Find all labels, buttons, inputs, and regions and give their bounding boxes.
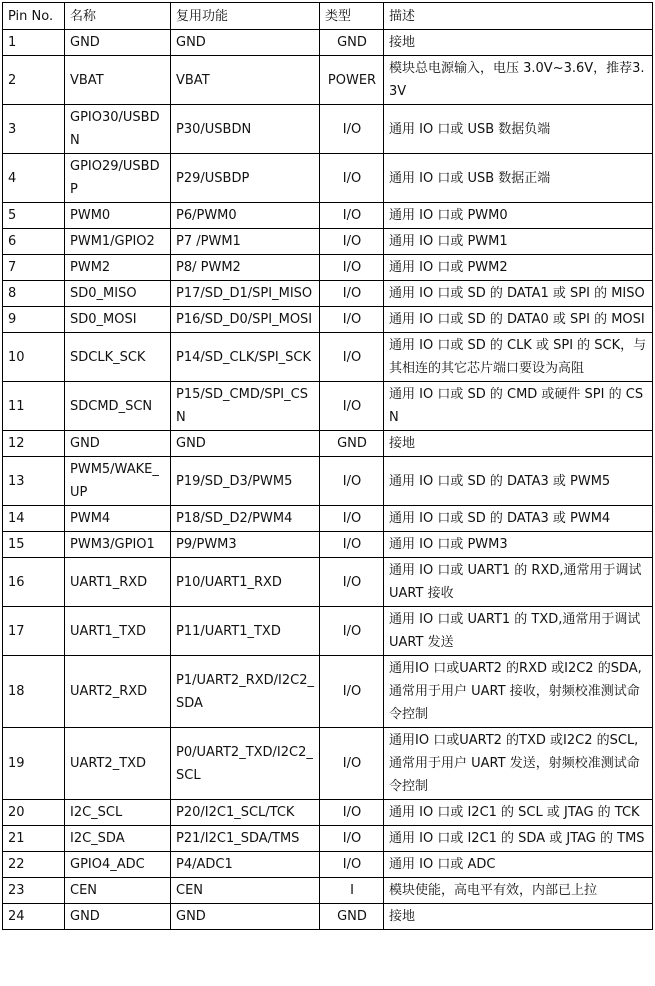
cell-description: 接地 [384,431,653,457]
cell-description: 模块使能，高电平有效，内部已上拉 [384,878,653,904]
cell-type: I/O [320,656,384,728]
cell-description: 通用 IO 口或 PWM1 [384,229,653,255]
cell-name: VBAT [65,56,171,105]
cell-function: P29/USBDP [171,154,320,203]
cell-type: I/O [320,154,384,203]
cell-name: PWM2 [65,255,171,281]
cell-type: I/O [320,800,384,826]
cell-pin-no: 16 [3,558,65,607]
cell-pin-no: 2 [3,56,65,105]
cell-description: 通用 IO 口或 SD 的 CMD 或硬件 SPI 的 CSN [384,382,653,431]
cell-description: 通用 IO 口或 PWM3 [384,532,653,558]
cell-name: UART2_TXD [65,728,171,800]
cell-name: GND [65,904,171,930]
cell-type: I/O [320,229,384,255]
cell-name: PWM1/GPIO2 [65,229,171,255]
cell-function: P14/SD_CLK/SPI_SCK [171,333,320,382]
cell-pin-no: 4 [3,154,65,203]
cell-type: I/O [320,105,384,154]
cell-description: 接地 [384,30,653,56]
header-type: 类型 [320,3,384,30]
cell-pin-no: 24 [3,904,65,930]
cell-type: I [320,878,384,904]
table-row [3,656,653,728]
table-row [3,904,653,930]
cell-pin-no: 17 [3,607,65,656]
cell-description: 通用 IO 口或 SD 的 CLK 或 SPI 的 SCK，与其相连的其它芯片端口要设为高阻 [384,333,653,382]
cell-function: P21/I2C1_SDA/TMS [171,826,320,852]
cell-description: 通用 IO 口或 UART1 的 TXD,通常用于调试 UART 发送 [384,607,653,656]
cell-pin-no: 10 [3,333,65,382]
cell-name: I2C_SDA [65,826,171,852]
cell-function: P11/UART1_TXD [171,607,320,656]
cell-name: GND [65,431,171,457]
table-row [3,852,653,878]
header-name: 名称 [65,3,171,30]
cell-pin-no: 19 [3,728,65,800]
cell-function: GND [171,904,320,930]
table-row [3,203,653,229]
table-row [3,229,653,255]
cell-name: SD0_MOSI [65,307,171,333]
cell-type: POWER [320,56,384,105]
table-row [3,307,653,333]
cell-type: I/O [320,728,384,800]
cell-function: P7 /PWM1 [171,229,320,255]
cell-name: SD0_MISO [65,281,171,307]
cell-pin-no: 6 [3,229,65,255]
cell-function: P9/PWM3 [171,532,320,558]
table-row [3,281,653,307]
cell-pin-no: 13 [3,457,65,506]
cell-name: UART2_RXD [65,656,171,728]
cell-name: PWM3/GPIO1 [65,532,171,558]
cell-name: SDCLK_SCK [65,333,171,382]
cell-description: 通用 IO 口或 PWM0 [384,203,653,229]
cell-description: 通用 IO 口或 SD 的 DATA3 或 PWM5 [384,457,653,506]
table-row [3,105,653,154]
cell-function: P1/UART2_RXD/I2C2_SDA [171,656,320,728]
cell-name: GPIO4_ADC [65,852,171,878]
cell-type: I/O [320,307,384,333]
cell-function: P20/I2C1_SCL/TCK [171,800,320,826]
cell-type: I/O [320,203,384,229]
cell-type: GND [320,30,384,56]
cell-function: VBAT [171,56,320,105]
cell-type: I/O [320,281,384,307]
cell-type: I/O [320,607,384,656]
cell-name: GPIO29/USBDP [65,154,171,203]
cell-function: P16/SD_D0/SPI_MOSI [171,307,320,333]
cell-type: I/O [320,532,384,558]
cell-name: I2C_SCL [65,800,171,826]
cell-function: P18/SD_D2/PWM4 [171,506,320,532]
cell-pin-no: 9 [3,307,65,333]
cell-function: GND [171,30,320,56]
cell-type: I/O [320,852,384,878]
cell-name: CEN [65,878,171,904]
table-body [3,30,653,930]
cell-name: PWM5/WAKE_UP [65,457,171,506]
cell-description: 通用 IO 口或 USB 数据负端 [384,105,653,154]
cell-name: SDCMD_SCN [65,382,171,431]
cell-description: 通用 IO 口或 SD 的 DATA0 或 SPI 的 MOSI [384,307,653,333]
cell-name: PWM0 [65,203,171,229]
header-description: 描述 [384,3,653,30]
cell-pin-no: 14 [3,506,65,532]
cell-function: P17/SD_D1/SPI_MISO [171,281,320,307]
cell-type: I/O [320,457,384,506]
cell-name: UART1_TXD [65,607,171,656]
table-row [3,878,653,904]
cell-description: 通用 IO 口或 I2C1 的 SCL 或 JTAG 的 TCK [384,800,653,826]
cell-description: 通用IO 口或UART2 的TXD 或I2C2 的SCL,通常用于用户 UART 发送，射频校准测试命令控制 [384,728,653,800]
table-row [3,506,653,532]
cell-type: GND [320,431,384,457]
table-row [3,56,653,105]
cell-type: GND [320,904,384,930]
table-row [3,431,653,457]
cell-pin-no: 23 [3,878,65,904]
table-row [3,800,653,826]
cell-function: P6/PWM0 [171,203,320,229]
table-row [3,255,653,281]
table-row [3,826,653,852]
cell-description: 通用 IO 口或 SD 的 DATA1 或 SPI 的 MISO [384,281,653,307]
header-pin-no: Pin No. [3,3,65,30]
cell-name: PWM4 [65,506,171,532]
cell-description: 通用IO 口或UART2 的RXD 或I2C2 的SDA,通常用于用户 UART 接收，射频校准测试命令控制 [384,656,653,728]
cell-pin-no: 11 [3,382,65,431]
table-row [3,728,653,800]
cell-function: P8/ PWM2 [171,255,320,281]
table-row [3,30,653,56]
cell-name: UART1_RXD [65,558,171,607]
cell-description: 通用 IO 口或 I2C1 的 SDA 或 JTAG 的 TMS [384,826,653,852]
cell-type: I/O [320,382,384,431]
cell-pin-no: 12 [3,431,65,457]
cell-function: P0/UART2_TXD/I2C2_SCL [171,728,320,800]
cell-function: P19/SD_D3/PWM5 [171,457,320,506]
cell-pin-no: 18 [3,656,65,728]
cell-pin-no: 7 [3,255,65,281]
cell-name: GPIO30/USBDN [65,105,171,154]
table-row [3,154,653,203]
table-row [3,382,653,431]
cell-type: I/O [320,826,384,852]
header-function: 复用功能 [171,3,320,30]
cell-description: 通用 IO 口或 USB 数据正端 [384,154,653,203]
cell-function: P10/UART1_RXD [171,558,320,607]
cell-type: I/O [320,558,384,607]
table-row [3,607,653,656]
cell-name: GND [65,30,171,56]
cell-type: I/O [320,333,384,382]
cell-pin-no: 1 [3,30,65,56]
table-row [3,532,653,558]
cell-function: P30/USBDN [171,105,320,154]
cell-type: I/O [320,255,384,281]
cell-pin-no: 3 [3,105,65,154]
pin-definition-table [2,2,653,930]
cell-function: P4/ADC1 [171,852,320,878]
cell-description: 通用 IO 口或 PWM2 [384,255,653,281]
cell-description: 通用 IO 口或 ADC [384,852,653,878]
cell-pin-no: 5 [3,203,65,229]
cell-function: CEN [171,878,320,904]
cell-function: P15/SD_CMD/SPI_CSN [171,382,320,431]
cell-description: 通用 IO 口或 UART1 的 RXD,通常用于调试 UART 接收 [384,558,653,607]
cell-description: 模块总电源输入，电压 3.0V~3.6V，推荐3.3V [384,56,653,105]
table-header-row [3,3,653,30]
cell-description: 接地 [384,904,653,930]
cell-pin-no: 8 [3,281,65,307]
cell-description: 通用 IO 口或 SD 的 DATA3 或 PWM4 [384,506,653,532]
table-row [3,558,653,607]
cell-type: I/O [320,506,384,532]
cell-pin-no: 22 [3,852,65,878]
cell-pin-no: 21 [3,826,65,852]
cell-function: GND [171,431,320,457]
cell-pin-no: 20 [3,800,65,826]
table-row [3,333,653,382]
cell-pin-no: 15 [3,532,65,558]
table-row [3,457,653,506]
